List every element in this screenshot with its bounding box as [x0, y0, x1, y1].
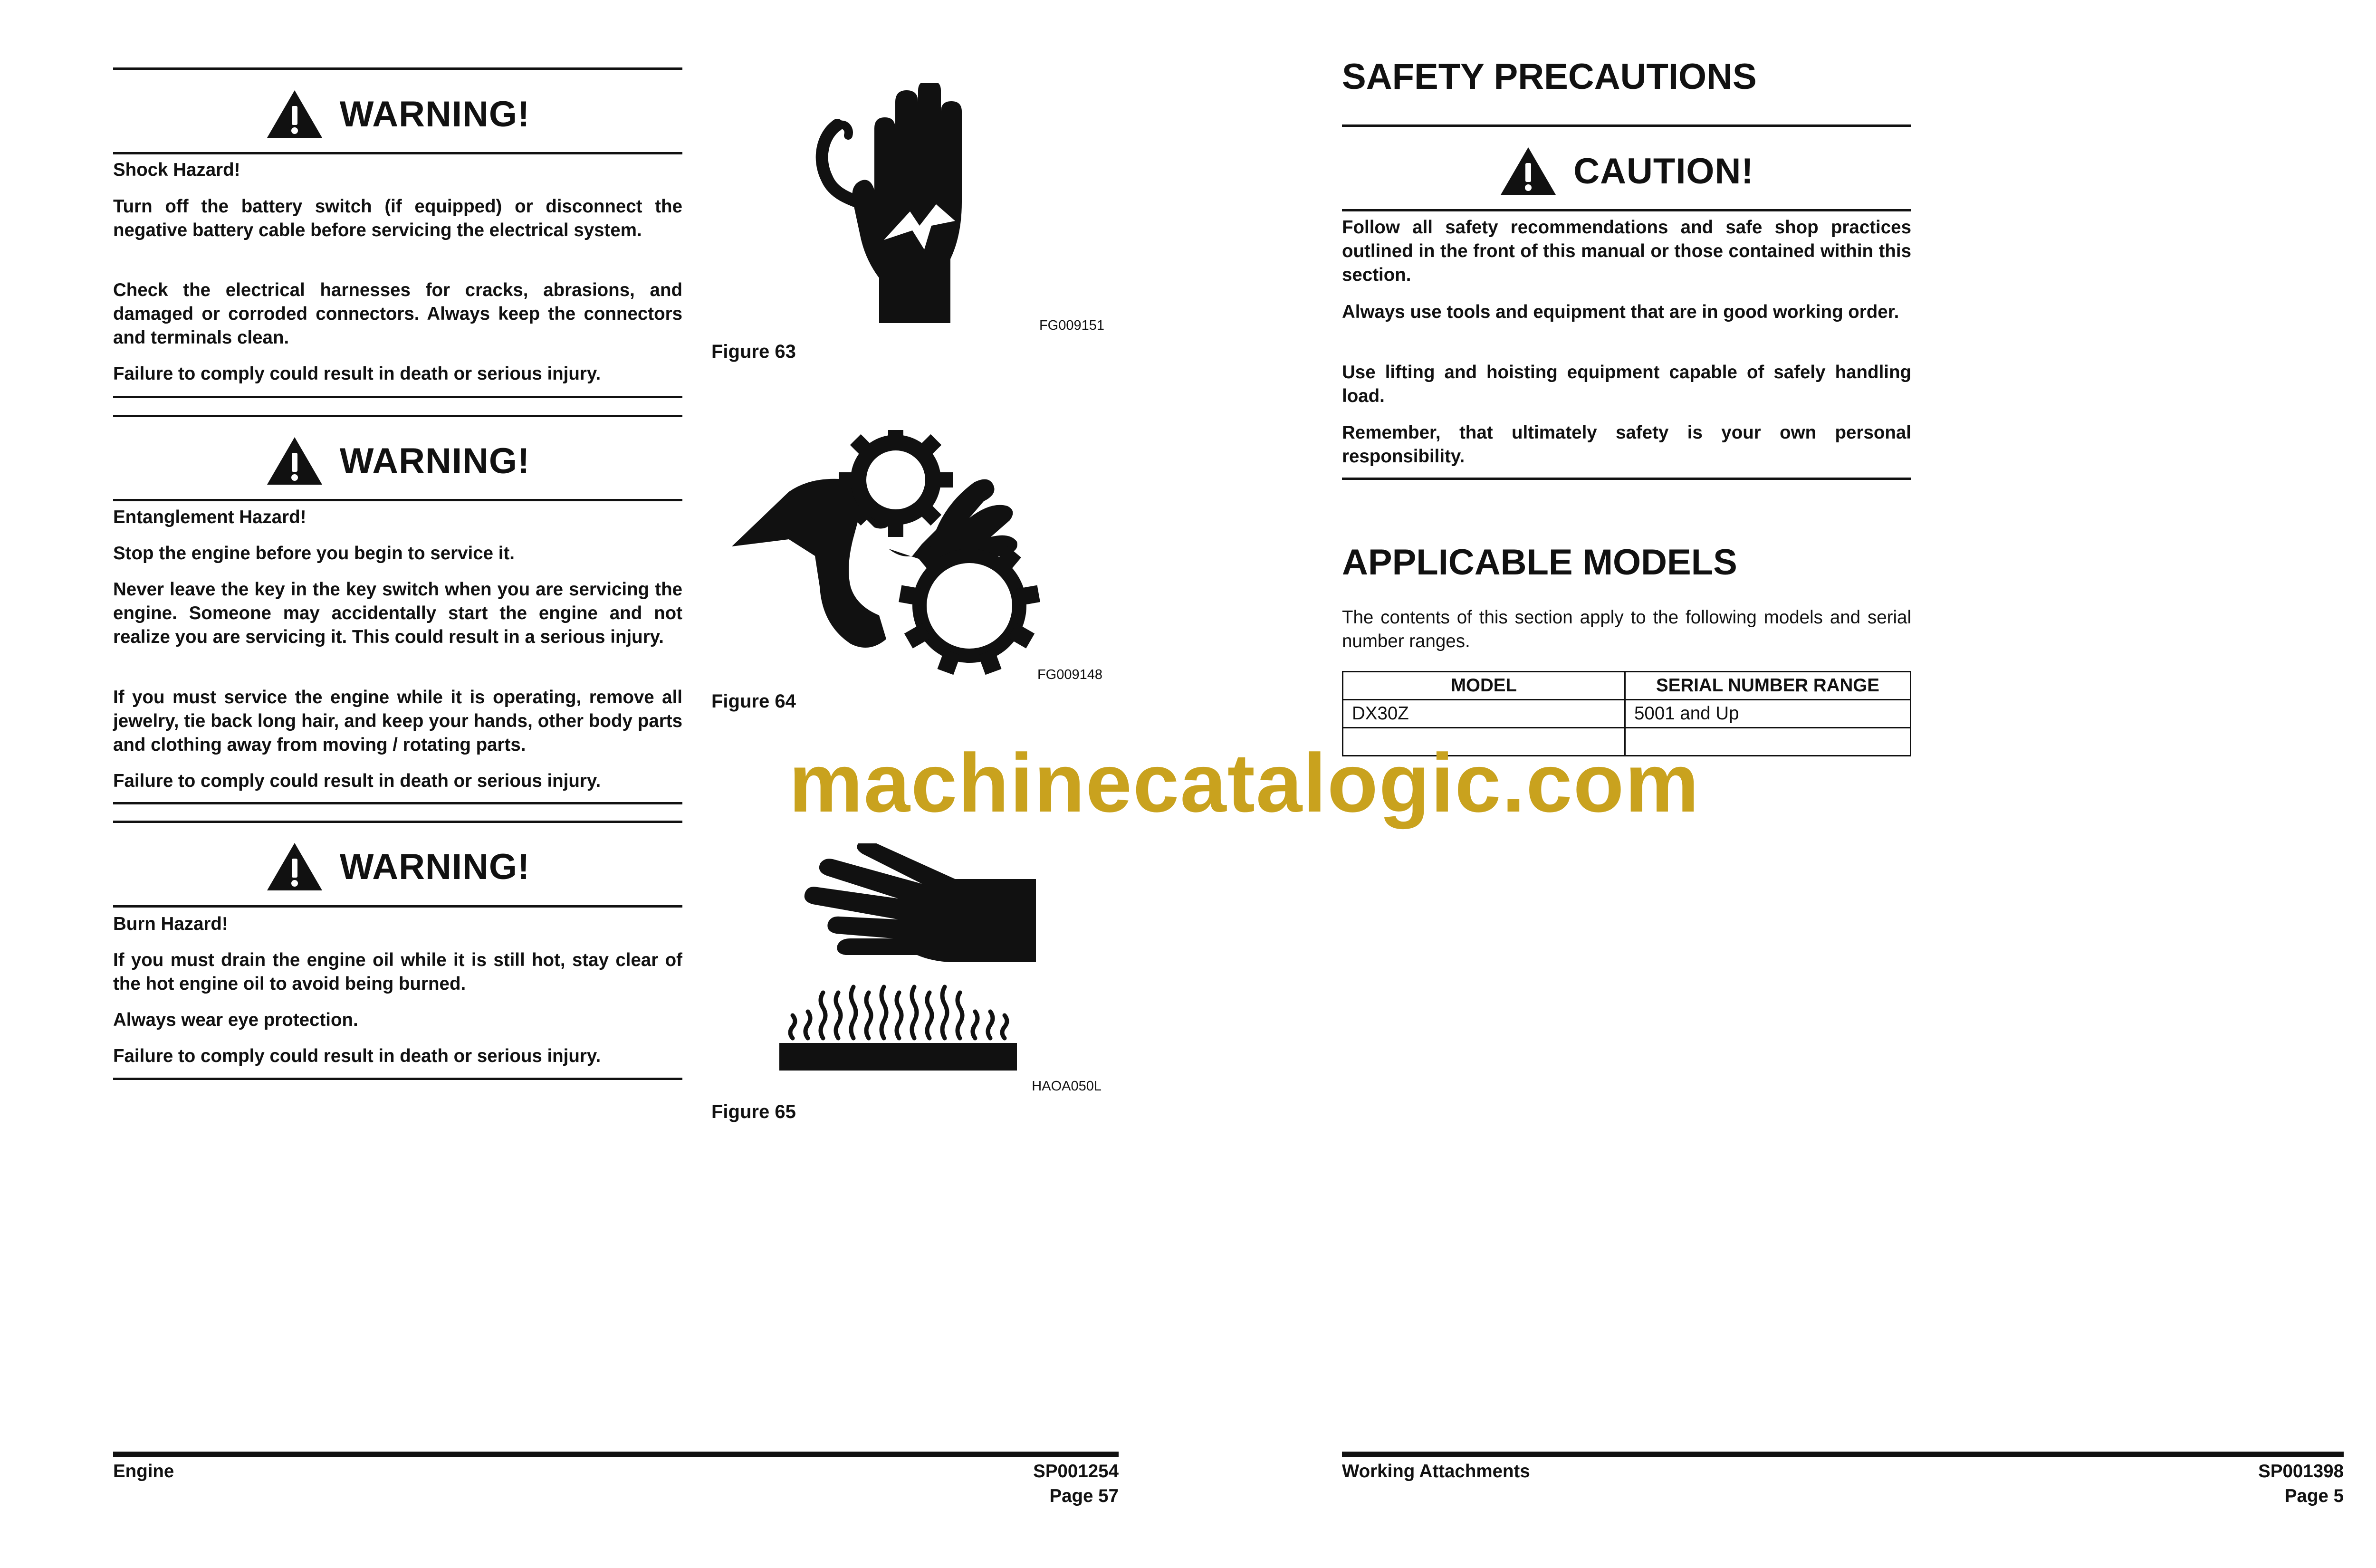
- warning-3-bottom-rule: [113, 1078, 682, 1080]
- applicable-models-intro: The contents of this section apply to the following models and serial number ranges.: [1342, 607, 1911, 651]
- right-footer-doc-number: SP001398: [2258, 1461, 2344, 1482]
- warning-1-top-rule: [113, 67, 682, 70]
- figure-64-code: FG009148: [1037, 667, 1102, 682]
- table-header-model: MODEL: [1343, 672, 1625, 700]
- shock-hand-icon: [808, 83, 998, 325]
- warning-2-top-rule: [113, 415, 682, 417]
- caution-text: Use lifting and hoisting equipment capable of safely handling load.: [1342, 362, 1911, 406]
- caution-text: Follow all safety recommendations and safe shop practices outlined in the front of this manual or those contained within this section.: [1342, 217, 1911, 285]
- warning-1-header-rule: [113, 152, 682, 154]
- warning-2-text: Never leave the key in the key switch when you are servicing the engine. Someone may accidentally start the engine and not realize you are servicing it. This could result in a serious injury.: [113, 579, 682, 647]
- warning-triangle-icon: [266, 841, 324, 892]
- table-header-row: [1343, 672, 1911, 700]
- warning-2-text: If you must service the engine while it is operating, remove all jewelry, tie back long hair, and keep your hands, other body parts and clothing away from moving / rotating parts.: [113, 687, 682, 755]
- table-cell-model: DX30Z: [1343, 700, 1625, 728]
- figure-63-code: FG009151: [1039, 318, 1104, 333]
- warning-2-header: [113, 432, 682, 489]
- safety-precautions-heading: SAFETY PRECAUTIONS: [1342, 57, 1757, 97]
- warning-3-consequence: Failure to comply could result in death or serious injury.: [113, 1046, 601, 1066]
- applicable-models-heading: APPLICABLE MODELS: [1342, 542, 1737, 583]
- table-header-serial: SERIAL NUMBER RANGE: [1625, 672, 1911, 700]
- warning-3-text: If you must drain the engine oil while it is still hot, stay clear of the hot engine oil to avoid being burned.: [113, 950, 682, 994]
- warning-3-header-rule: [113, 905, 682, 908]
- warning-2-title: WARNING!: [339, 440, 530, 481]
- warning-1-header: [113, 86, 682, 143]
- right-footer-rule: [1342, 1452, 2344, 1457]
- warning-1-consequence: Failure to comply could result in death or serious injury.: [113, 363, 601, 384]
- caution-text: Always use tools and equipment that are in good working order.: [1342, 302, 1899, 322]
- left-footer-rule: [113, 1452, 1119, 1457]
- figure-65-code: HAOA050L: [1032, 1079, 1102, 1094]
- figure-63-caption: Figure 63: [711, 341, 796, 362]
- hot-surface-hand-icon: [779, 843, 1036, 1076]
- caution-top-rule: [1342, 124, 1911, 127]
- caution-header: [1342, 143, 1911, 200]
- warning-triangle-icon: [266, 89, 324, 139]
- left-footer-page-number: Page 57: [1049, 1486, 1119, 1506]
- warning-2-consequence: Failure to comply could result in death or serious injury.: [113, 771, 601, 791]
- caution-triangle-icon: [1499, 146, 1557, 196]
- warning-2-bottom-rule: [113, 802, 682, 804]
- caution-title: CAUTION!: [1573, 151, 1754, 191]
- figure-64-caption: Figure 64: [711, 691, 796, 712]
- warning-1-text: Check the electrical harnesses for cracks, abrasions, and damaged or corroded connectors. Always keep the connectors and terminals clean.: [113, 280, 682, 348]
- table-row: [1343, 700, 1911, 728]
- watermark-text: machinecatalogic.com: [789, 737, 1700, 830]
- warning-3-title: WARNING!: [339, 846, 530, 887]
- warning-3-hazard: Burn Hazard!: [113, 914, 228, 934]
- left-footer-doc-number: SP001254: [1033, 1461, 1119, 1482]
- warning-1-text: Turn off the battery switch (if equipped) or disconnect the negative battery cable before servicing the electrical system.: [113, 196, 682, 240]
- warning-triangle-icon: [266, 436, 324, 486]
- right-footer-section: Working Attachments: [1342, 1461, 1530, 1482]
- warning-1-hazard: Shock Hazard!: [113, 160, 240, 180]
- caution-bottom-rule: [1342, 478, 1911, 480]
- left-footer-section: Engine: [113, 1461, 174, 1482]
- warning-2-text: Stop the engine before you begin to service it.: [113, 543, 515, 564]
- right-footer-page-number: Page 5: [2284, 1486, 2344, 1506]
- warning-3-top-rule: [113, 821, 682, 823]
- warning-3-text: Always wear eye protection.: [113, 1010, 358, 1030]
- caution-header-rule: [1342, 209, 1911, 211]
- warning-1-bottom-rule: [113, 396, 682, 398]
- entanglement-gears-icon: [732, 430, 1074, 682]
- warning-1-title: WARNING!: [339, 94, 530, 134]
- warning-2-header-rule: [113, 499, 682, 501]
- table-cell-serial: 5001 and Up: [1625, 700, 1911, 728]
- warning-3-header: [113, 838, 682, 895]
- caution-text: Remember, that ultimately safety is your own personal responsibility.: [1342, 422, 1911, 467]
- figure-65-caption: Figure 65: [711, 1101, 796, 1122]
- warning-2-hazard: Entanglement Hazard!: [113, 507, 307, 527]
